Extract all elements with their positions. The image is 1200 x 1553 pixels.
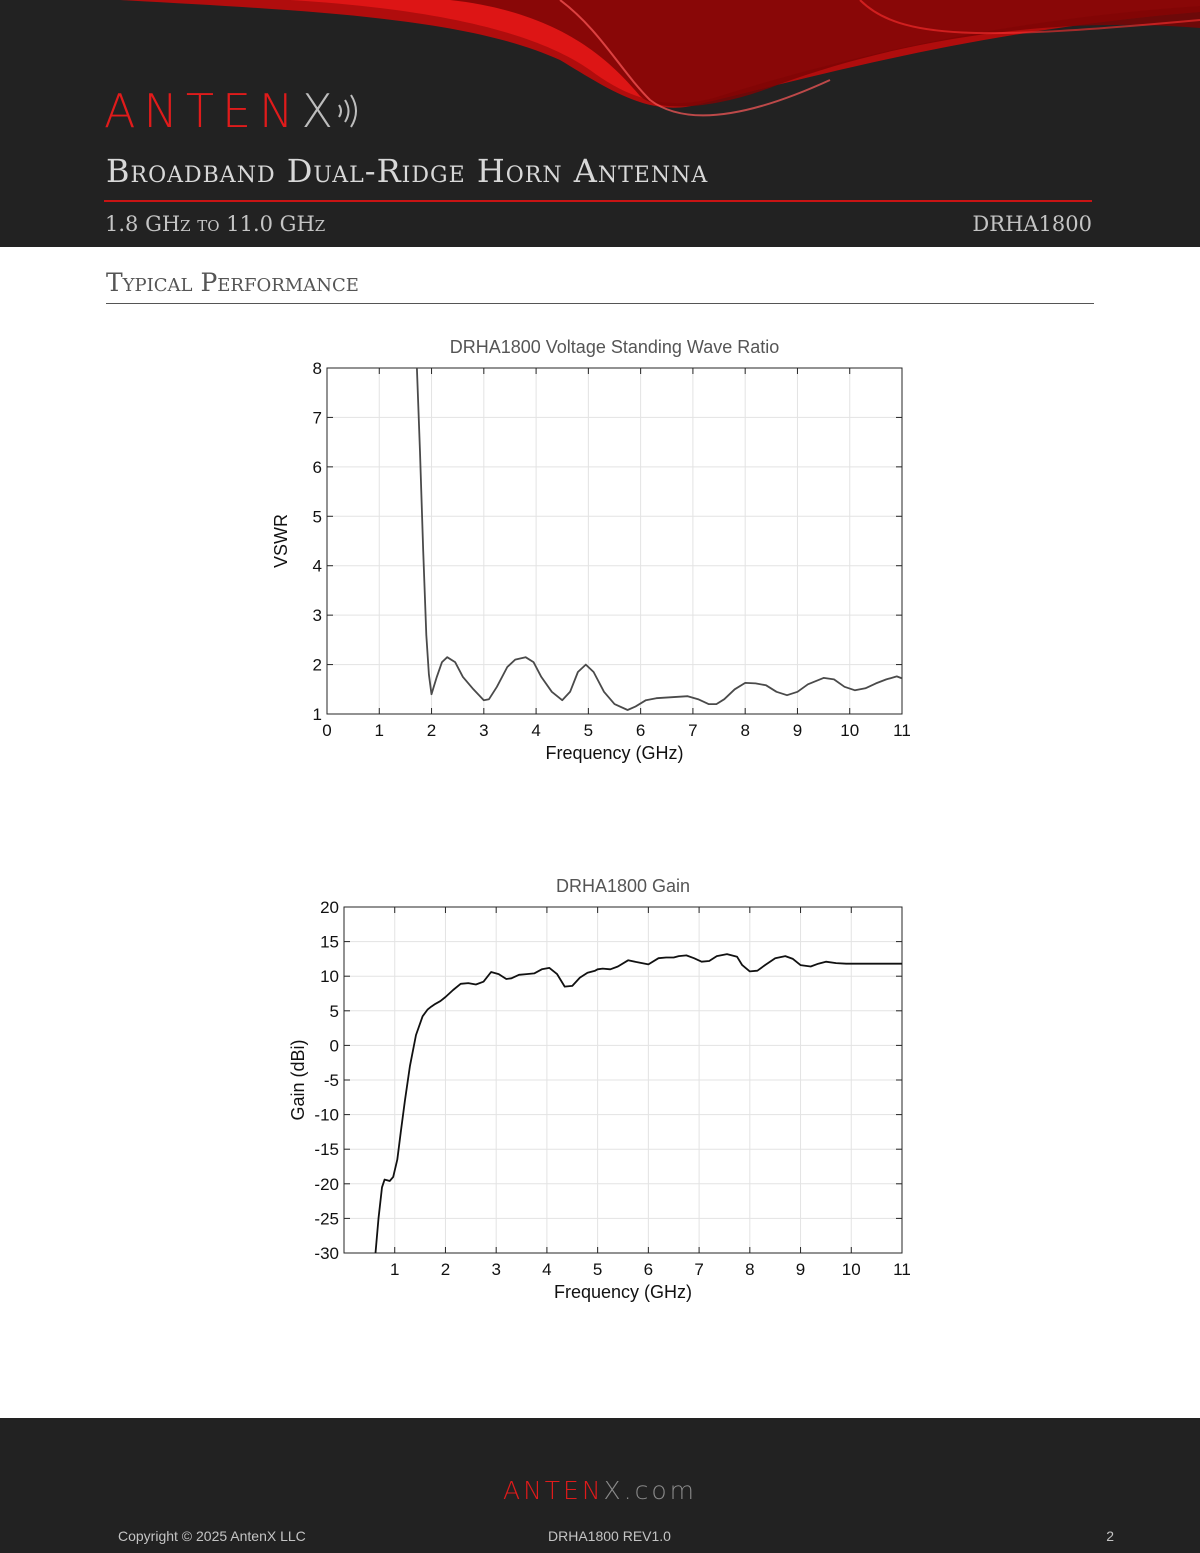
y-axis-label: Gain (dBi) xyxy=(288,1039,308,1121)
section-divider xyxy=(106,303,1094,304)
x-tick-label: 10 xyxy=(841,1260,861,1279)
x-tick-label: 2 xyxy=(426,721,437,740)
footer-logo xyxy=(0,1476,1200,1505)
model-number: DRHA1800 xyxy=(972,212,1092,236)
y-tick-label: -20 xyxy=(314,1174,339,1194)
signal-waves-icon xyxy=(335,91,361,131)
x-axis-label: Frequency (GHz) xyxy=(545,743,684,763)
x-tick-label: 9 xyxy=(795,1260,806,1279)
x-tick-label: 4 xyxy=(531,721,541,740)
footer-logo-gray: X.com xyxy=(603,1476,698,1505)
x-tick-label: 1 xyxy=(389,1260,400,1279)
y-tick-label: -15 xyxy=(314,1140,339,1160)
chart-title: DRHA1800 Gain xyxy=(555,876,691,896)
x-tick-label: 6 xyxy=(635,721,646,740)
x-tick-label: 2 xyxy=(440,1260,451,1279)
chart-title: DRHA1800 Voltage Standing Wave Ratio xyxy=(449,337,780,357)
y-tick-label: 7 xyxy=(312,408,322,428)
logo-text-red: ANTEN xyxy=(104,84,302,138)
y-tick-label: 1 xyxy=(312,705,322,724)
x-tick-label: 0 xyxy=(322,721,332,740)
gain-chart xyxy=(0,865,1200,1315)
y-tick-label: 5 xyxy=(329,1001,339,1021)
x-tick-label: 5 xyxy=(592,1260,603,1279)
y-tick-label: -10 xyxy=(314,1105,339,1125)
y-tick-label: -25 xyxy=(314,1209,339,1229)
vswr-chart xyxy=(0,325,1200,775)
y-tick-label: 0 xyxy=(329,1036,339,1056)
page-footer xyxy=(0,1418,1200,1553)
y-tick-label: 6 xyxy=(312,457,322,477)
y-tick-label: -30 xyxy=(314,1244,339,1263)
y-tick-label: 3 xyxy=(312,606,322,626)
gain-chart-svg xyxy=(0,865,1200,1315)
y-tick-label: 20 xyxy=(320,898,339,917)
y-tick-label: 5 xyxy=(312,507,322,527)
x-tick-label: 3 xyxy=(479,721,489,740)
series-line xyxy=(417,368,902,710)
x-tick-label: 7 xyxy=(694,1260,704,1279)
document-title: Broadband Dual-Ridge Horn Antenna xyxy=(106,152,709,190)
plot-frame xyxy=(327,368,902,714)
antenx-logo xyxy=(104,86,361,136)
y-axis-label: VSWR xyxy=(271,514,291,568)
y-tick-label: 8 xyxy=(312,359,322,378)
x-tick-label: 4 xyxy=(542,1260,552,1279)
revision-text: DRHA1800 REV1.0 xyxy=(548,1528,671,1544)
x-tick-label: 7 xyxy=(688,721,698,740)
series-line xyxy=(376,954,903,1253)
y-tick-label: -5 xyxy=(323,1071,339,1090)
x-axis-label: Frequency (GHz) xyxy=(553,1282,693,1302)
x-tick-label: 8 xyxy=(740,721,750,740)
frequency-range: 1.8 GHz to 11.0 GHz xyxy=(105,212,326,236)
x-tick-label: 11 xyxy=(893,721,911,740)
y-tick-label: 2 xyxy=(312,655,322,675)
vswr-chart-svg xyxy=(0,325,1200,775)
y-tick-label: 10 xyxy=(320,967,339,987)
x-tick-label: 3 xyxy=(491,1260,501,1279)
section-title: Typical Performance xyxy=(106,268,359,297)
y-tick-label: 4 xyxy=(312,556,322,576)
x-tick-label: 11 xyxy=(893,1260,911,1279)
x-tick-label: 5 xyxy=(583,721,594,740)
x-tick-label: 9 xyxy=(792,721,803,740)
footer-logo-red: ANTEN xyxy=(502,1476,604,1505)
x-tick-label: 1 xyxy=(374,721,385,740)
page-number: 2 xyxy=(1106,1528,1114,1544)
logo-text-gray: X xyxy=(301,84,341,138)
x-tick-label: 6 xyxy=(643,1260,654,1279)
header-divider xyxy=(104,200,1092,202)
x-tick-label: 10 xyxy=(840,721,860,740)
x-tick-label: 8 xyxy=(745,1260,755,1279)
y-tick-label: 15 xyxy=(320,932,339,952)
copyright-text: Copyright © 2025 AntenX LLC xyxy=(118,1528,306,1544)
page-header xyxy=(0,0,1200,247)
